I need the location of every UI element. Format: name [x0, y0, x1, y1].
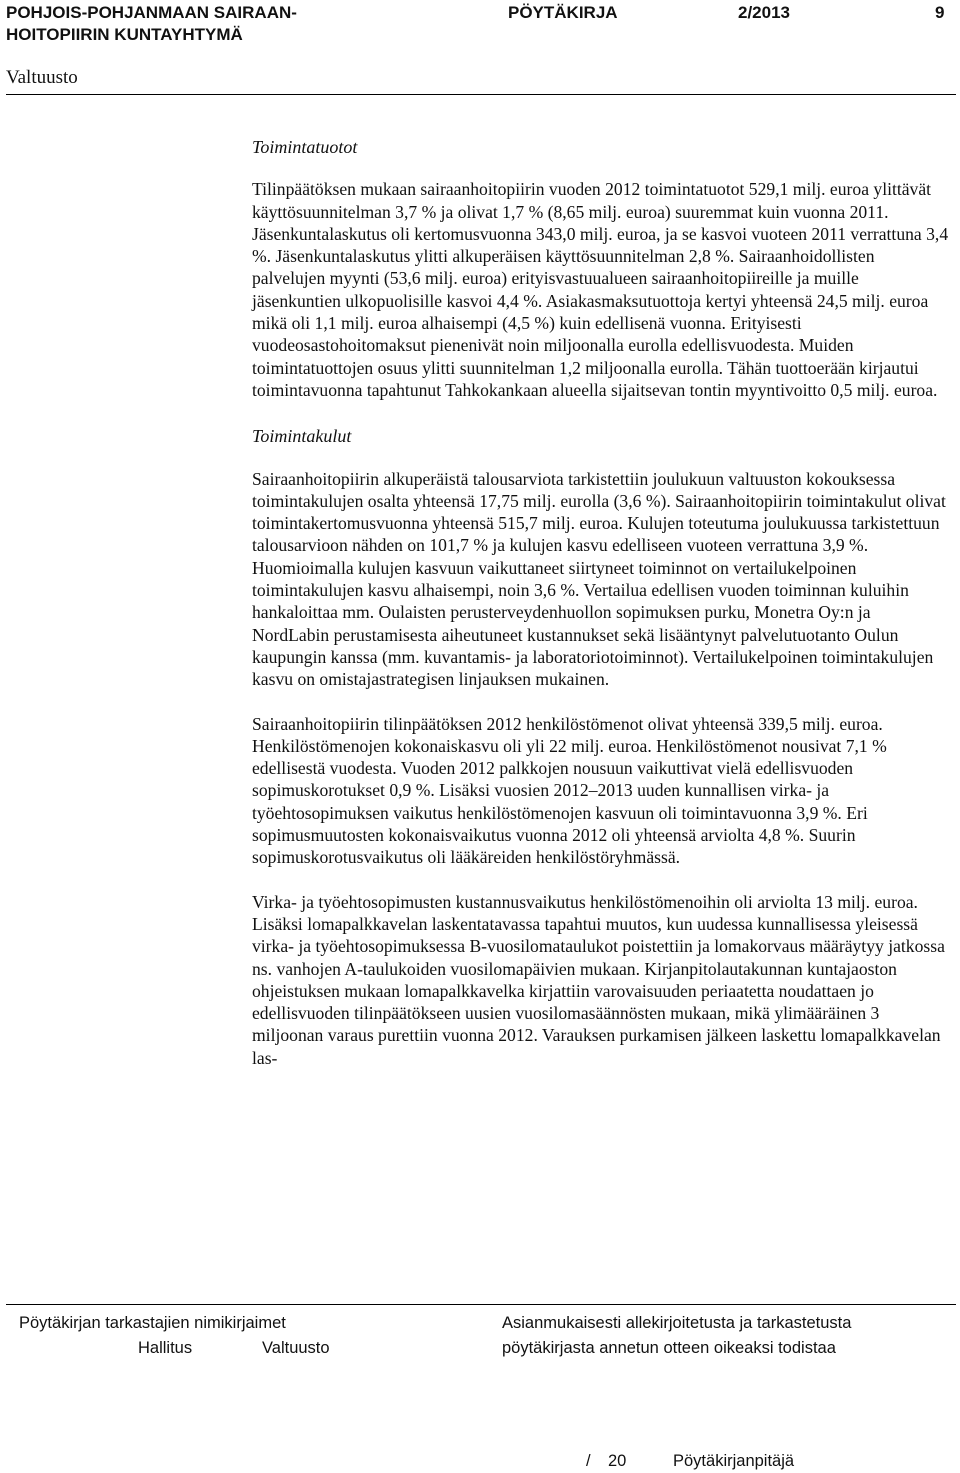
page-slash: /: [586, 1452, 591, 1470]
section-toimintakulut: [252, 425, 952, 1069]
certification-line-2: pöytäkirjasta annetun otteen oikeaksi todistaa: [502, 1339, 836, 1357]
footer-divider: [6, 1304, 956, 1305]
section-heading: Toimintatuotot: [252, 137, 358, 157]
paragraph: Sairaanhoitopiirin alkuperäistä talousarviota tarkistettiin joulukuun valtuuston kokouksessa toimintakulujen osalta yhteensä 17,75 milj. eurolla (3,6 %). Sairaanhoitopiirin toimintakulut olivat toimintakertomusvuonna yhteensä 515,7 milj. euroa. Kulujen toteutuma joulukuussa tarkistettuun talousarvioon nähden on 101,7 % ja kulujen kasvu edelliseen vuoteen verrattuna 3,9 %. Huomioimalla kulujen kasvuun vaikuttaneet siirtyneet toiminnot on vertailukelpoinen toimintakulujen kasvu alhaisempi, noin 3,6 %. Vertailua edellisen vuoden toiminnan kuluihin hankaloittaa mm. Oulaisten perusterveydenhuollon sopimuksen purku, Monetra Oy:n ja NordLabin perustamisesta aiheutuneet kustannukset sekä lisääntynyt palvelutuotanto Oulun kaupungin kanssa (mm. kuvantamis- ja laboratoriotoiminnot). Vertailukelpoinen toimintakulujen kasvu on omistajastrategisen linjauksen mukainen.: [252, 468, 946, 690]
section-heading: Toimintakulut: [252, 426, 352, 447]
total-pages: 20: [608, 1452, 627, 1470]
certification-line-1: Asianmukaisesti allekirjoitetusta ja tarkastetusta: [502, 1314, 852, 1332]
section-toimintatuotot: [252, 136, 952, 401]
header-divider: [6, 94, 956, 95]
page-number: 9: [935, 3, 945, 22]
paragraph: Virka- ja työehtosopimusten kustannusvaikutus henkilöstömenoihin oli arviolta 13 milj. euroa. Lisäksi lomapalkkavelan laskentatavassa tapahtui muutos, kun uudessa kunnallisessa yleisessä virka- ja työehtosopimuksessa B-vuosilomataulukot poistettiin ja lomakorvaus määräytyy jatkossa ns. vanhojen A-taulukoiden vuosilomapäivien mukaan. Kirjanpitolautakunnan kuntajaoston ohjeistuksen mukaan lomapalkkavelka kirjattiin varovaisuuden periaatetta noudattaen jo edellisvuoden tilinpäätökseen uusien vuosilomasäännösten mukaan, mikä ylimääräinen 3 miljoonan varaus purettiin vuonna 2012. Varauksen purkamisen jälkeen laskettu lomapalkkavelan las-: [252, 891, 945, 1068]
initials-hallitus: Hallitus: [138, 1339, 193, 1357]
paragraph: Sairaanhoitopiirin tilinpäätöksen 2012 henkilöstömenot olivat yhteensä 339,5 milj. euroa. Henkilöstömenojen kokonaiskasvu oli yli 22 milj. euroa. Henkilöstömenot nousivat 7,1 % edellisestä vuodesta. Vuoden 2012 palkkojen nousuun vaikuttivat vielä edellisvuoden sopimuskorotukset 0,9 %. Lisäksi vuosien 2012–2013 uuden kunnallisen virka- ja työehtosopimuksen vaikutus henkilöstömenojen kasvuun oli toimintavuonna 3,9 %. Eri sopimusmuutosten kokonaisvaikutus vuonna 2012 oli yhteensä arviolta 4,8 %. Suurin sopimuskorotusvaikutus oli lääkäreiden henkilöstöryhmässä.: [252, 713, 887, 868]
initials-valtuusto: Valtuusto: [262, 1339, 330, 1357]
paragraph: Tilinpäätöksen mukaan sairaanhoitopiirin vuoden 2012 toimintatuotot 529,1 milj. euroa ylittävät käyttösuunnitelman 3,7 % ja olivat 1,7 % (8,65 milj. euroa) suuremmat kuin vuonna 2011. Jäsenkuntalaskutus oli kertomusvuonna 343,0 milj. euroa, ja se kasvoi vuoteen 2011 verrattuna 3,4 %. Jäsenkuntalaskutus ylitti alkuperäisen käyttösuunnitelman 2,8 %. Sairaanhoidollisten palvelujen myynti (53,6 milj. euroa) erityisvastuualueen sairaanhoitopiireille ja muille jäsenkuntien ulkopuolisille kasvoi 4,4 %. Asiakasmaksutuottoja kertyi yhteensä 24,5 milj. euroa mikä oli 1,1 milj. euroa alhaisempi (4,5 %) kuin edellisenä vuonna. Erityisesti vuodeosastohoitomaksut pienenivät noin miljoonalla eurolla edellisvuodesta. Muiden toimintatuottojen osuus ylitti suunnitelman 1,2 miljoonalla eurolla. Tähän tuottoerään kirjautui toimintavuonna tapahtunut Tahkokankaan alueella sijaitsevan tontin myyntivoitto 0,5 milj. euroa.: [252, 179, 949, 400]
document-number: 2/2013: [738, 3, 790, 22]
document-body: [252, 136, 952, 1091]
governing-body-label: Valtuusto: [6, 67, 78, 88]
initials-label: Pöytäkirjan tarkastajien nimikirjaimet: [19, 1314, 286, 1332]
organization-name: POHJOIS-POHJANMAAN SAIRAAN- HOITOPIIRIN KUNTAYHTYMÄ: [6, 3, 297, 44]
minutes-keeper-label: Pöytäkirjanpitäjä: [673, 1452, 795, 1470]
document-type: PÖYTÄKIRJA: [508, 3, 618, 22]
